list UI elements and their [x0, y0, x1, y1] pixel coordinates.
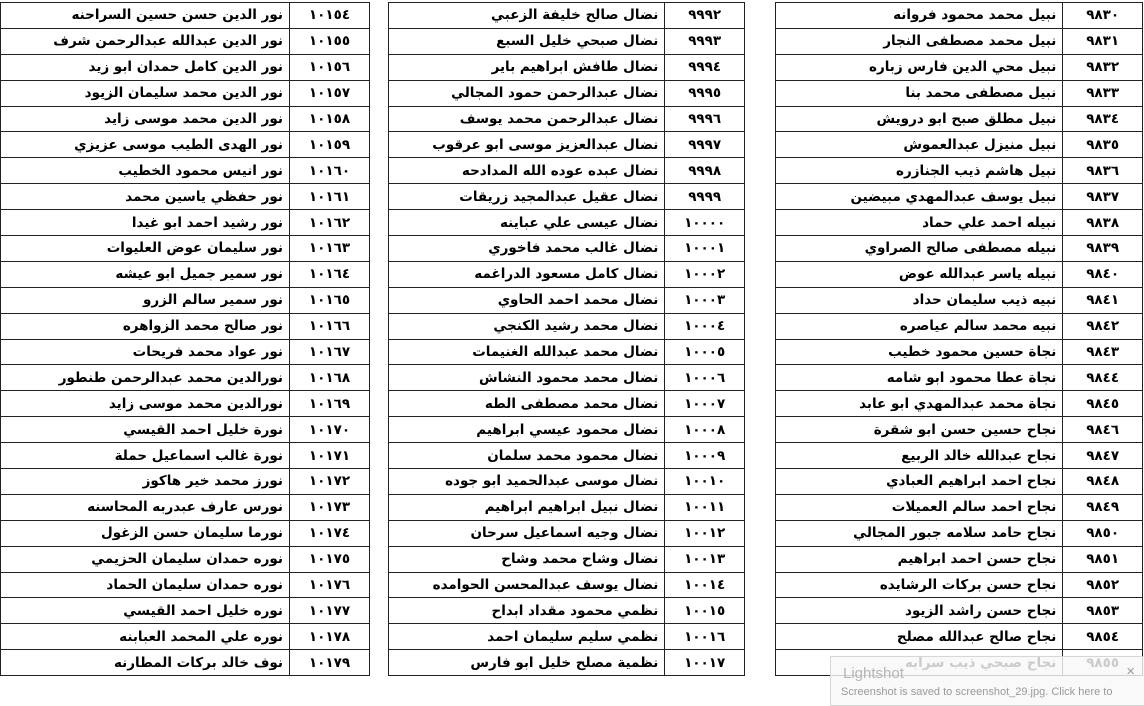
person-name: نضال عيسى علي عباينه — [389, 210, 665, 236]
table-row — [776, 210, 1143, 236]
table-row — [389, 261, 745, 287]
person-name: نضال محمود عيسي ابراهيم — [389, 417, 665, 443]
table-row — [776, 106, 1143, 132]
person-name: نور سمير جميل ابو عيشه — [1, 261, 290, 287]
row-number: ٩٨٤٤ — [1063, 365, 1143, 391]
table-row — [389, 598, 745, 624]
name-table-left — [0, 2, 370, 676]
person-name: نضال صالح خليفة الزعبي — [389, 3, 665, 29]
person-name: نضال موسى عبدالحميد ابو جوده — [389, 469, 665, 495]
row-number: ٩٨٥١ — [1063, 546, 1143, 572]
person-name: نورة خليل احمد القيسي — [1, 417, 290, 443]
row-number: ٩٨٣٢ — [1063, 54, 1143, 80]
table-row — [1, 54, 370, 80]
person-name: نضال غالب محمد فاخوري — [389, 236, 665, 262]
person-name: نضال محمد محمود النشاش — [389, 365, 665, 391]
row-number: ١٠٠٠١ — [665, 236, 745, 262]
person-name: نظمي سليم سليمان احمد — [389, 624, 665, 650]
row-number: ١٠٠١٠ — [665, 469, 745, 495]
row-number: ١٠٠٠٧ — [665, 391, 745, 417]
row-number: ١٠١٥٦ — [289, 54, 369, 80]
person-name: نور حفظي ياسين محمد — [1, 184, 290, 210]
table-row — [1, 520, 370, 546]
person-name: نبيه محمد سالم عياصره — [776, 313, 1063, 339]
row-number: ٩٨٤٢ — [1063, 313, 1143, 339]
row-number: ١٠١٦٢ — [289, 210, 369, 236]
row-number: ١٠١٧١ — [289, 443, 369, 469]
row-number: ٩٨٣٤ — [1063, 106, 1143, 132]
person-name: نور سمير سالم الزرو — [1, 287, 290, 313]
person-name: نبيل محمد محمود فروانه — [776, 3, 1063, 29]
person-name: نورالدين محمد موسى زايد — [1, 391, 290, 417]
table-row — [389, 158, 745, 184]
name-table-middle — [388, 2, 745, 676]
row-number: ٩٩٩٣ — [665, 28, 745, 54]
row-number: ٩٨٤٦ — [1063, 417, 1143, 443]
notification-brand: Lightshot — [843, 665, 904, 682]
person-name: نبيل محمد مصطفى النجار — [776, 28, 1063, 54]
row-number: ٩٨٣٧ — [1063, 184, 1143, 210]
table-row — [389, 132, 745, 158]
person-name: نضال وجيه اسماعيل سرحان — [389, 520, 665, 546]
row-number: ١٠٠٠٨ — [665, 417, 745, 443]
row-number: ١٠١٦٩ — [289, 391, 369, 417]
person-name: نضال محمد احمد الحاوي — [389, 287, 665, 313]
table-row — [1, 494, 370, 520]
table-row — [776, 598, 1143, 624]
person-name: نبيل مصطفى محمد بنا — [776, 80, 1063, 106]
person-name: نبيل يوسف عبدالمهدي مبيضين — [776, 184, 1063, 210]
person-name: نضال طافش ابراهيم باير — [389, 54, 665, 80]
table-row — [776, 313, 1143, 339]
row-number: ٩٨٥٠ — [1063, 520, 1143, 546]
row-number: ١٠١٥٩ — [289, 132, 369, 158]
table-row — [1, 313, 370, 339]
person-name: نجاة محمد عبدالمهدي ابو عابد — [776, 391, 1063, 417]
table-row — [1, 210, 370, 236]
row-number: ٩٨٥٢ — [1063, 572, 1143, 598]
person-name: نوره علي المحمد العبابنه — [1, 624, 290, 650]
row-number: ١٠٠٠٣ — [665, 287, 745, 313]
row-number: ١٠١٥٥ — [289, 28, 369, 54]
table-row — [1, 391, 370, 417]
table-row — [776, 132, 1143, 158]
table-row — [1, 80, 370, 106]
row-number: ٩٨٣٨ — [1063, 210, 1143, 236]
person-name: نجاة عطا محمود ابو شامه — [776, 365, 1063, 391]
table-row — [776, 494, 1143, 520]
person-name: نضال عبدالرحمن محمد يوسف — [389, 106, 665, 132]
row-number: ٩٩٩٤ — [665, 54, 745, 80]
row-number: ١٠٠١٢ — [665, 520, 745, 546]
table-row — [389, 443, 745, 469]
table-row — [1, 339, 370, 365]
table-row — [776, 339, 1143, 365]
row-number: ١٠٠١٥ — [665, 598, 745, 624]
person-name: نضال عبدالعزيز موسى ابو عرقوب — [389, 132, 665, 158]
person-name: نجاح حسن بركات الرشايده — [776, 572, 1063, 598]
row-number: ١٠١٦٨ — [289, 365, 369, 391]
person-name: نوره حمدان سليمان الحزيمي — [1, 546, 290, 572]
row-number: ٩٨٣٣ — [1063, 80, 1143, 106]
person-name: نجاح احمد سالم العميلات — [776, 494, 1063, 520]
table-row — [1, 158, 370, 184]
table-row — [776, 184, 1143, 210]
person-name: نجاح صالح عبدالله مصلح — [776, 624, 1063, 650]
table-row — [389, 494, 745, 520]
person-name: نورما سليمان حسن الزغول — [1, 520, 290, 546]
row-number: ٩٩٩٧ — [665, 132, 745, 158]
row-number: ١٠٠٠٢ — [665, 261, 745, 287]
person-name: نور الدين حسن حسين السراحنه — [1, 3, 290, 29]
row-number: ٩٨٤٠ — [1063, 261, 1143, 287]
person-name: نبيل منيزل عبدالعموش — [776, 132, 1063, 158]
table-row — [1, 469, 370, 495]
row-number: ١٠٠٠٤ — [665, 313, 745, 339]
row-number: ١٠١٥٧ — [289, 80, 369, 106]
row-number: ٩٨٣٦ — [1063, 158, 1143, 184]
person-name: نضال كامل مسعود الدراغمه — [389, 261, 665, 287]
row-number: ٩٨٣٥ — [1063, 132, 1143, 158]
table-row — [389, 339, 745, 365]
table-row — [776, 365, 1143, 391]
table-row — [1, 106, 370, 132]
person-name: نضال صبحي خليل السبع — [389, 28, 665, 54]
person-name: نضال محمد مصطفى الطه — [389, 391, 665, 417]
table-row — [389, 106, 745, 132]
person-name: نور انيس محمود الخطيب — [1, 158, 290, 184]
person-name: نوره حمدان سليمان الحماد — [1, 572, 290, 598]
person-name: نورس عارف عبدربه المحاسنه — [1, 494, 290, 520]
person-name: نجاح احمد ابراهيم العبادي — [776, 469, 1063, 495]
table-row — [389, 210, 745, 236]
row-number: ١٠٠٠٥ — [665, 339, 745, 365]
table-row — [776, 391, 1143, 417]
table-row — [389, 365, 745, 391]
row-number: ١٠١٧٤ — [289, 520, 369, 546]
person-name: نجاة حسين محمود خطيب — [776, 339, 1063, 365]
row-number: ١٠١٧٣ — [289, 494, 369, 520]
table-row — [389, 184, 745, 210]
table-row — [1, 3, 370, 29]
table-row — [776, 261, 1143, 287]
person-name: نضال عبدالرحمن حمود المجالي — [389, 80, 665, 106]
row-number: ١٠١٦٤ — [289, 261, 369, 287]
row-number: ١٠١٥٤ — [289, 3, 369, 29]
row-number: ١٠١٦٣ — [289, 236, 369, 262]
table-row — [776, 287, 1143, 313]
table-row — [389, 417, 745, 443]
table-row — [776, 417, 1143, 443]
person-name: نبيله مصطفى صالح الصراوي — [776, 236, 1063, 262]
table-row — [776, 54, 1143, 80]
person-name: نور صالح محمد الزواهره — [1, 313, 290, 339]
name-table-right — [775, 2, 1143, 676]
person-name: نظمي محمود مقداد ابداح — [389, 598, 665, 624]
person-name: نور رشيد احمد ابو غيدا — [1, 210, 290, 236]
table-row — [1, 261, 370, 287]
row-number: ١٠١٧٥ — [289, 546, 369, 572]
table-row — [776, 3, 1143, 29]
person-name: نضال نبيل ابراهيم ابراهيم — [389, 494, 665, 520]
person-name: نور عواد محمد فريحات — [1, 339, 290, 365]
row-number: ٩٩٩٩ — [665, 184, 745, 210]
person-name: نضال عقيل عبدالمجيد زريقات — [389, 184, 665, 210]
table-row — [389, 236, 745, 262]
row-number: ١٠٠١٧ — [665, 650, 745, 676]
row-number: ١٠١٧٨ — [289, 624, 369, 650]
table-row — [776, 624, 1143, 650]
person-name: نبيل مطلق صبح ابو درويش — [776, 106, 1063, 132]
person-name: نبيه ذيب سليمان حداد — [776, 287, 1063, 313]
person-name: نضال محمد رشيد الكنجي — [389, 313, 665, 339]
table-row — [389, 391, 745, 417]
row-number: ١٠١٧٩ — [289, 650, 369, 676]
person-name: نورالدين محمد عبدالرحمن طنطور — [1, 365, 290, 391]
table-row — [776, 28, 1143, 54]
table-row — [389, 313, 745, 339]
row-number: ٩٨٥٤ — [1063, 624, 1143, 650]
row-number: ١٠١٧٠ — [289, 417, 369, 443]
row-number: ١٠٠١٦ — [665, 624, 745, 650]
person-name: نوف خالد بركات المطارنه — [1, 650, 290, 676]
person-name: نجاح عبدالله خالد الربيع — [776, 443, 1063, 469]
row-number: ١٠١٦٦ — [289, 313, 369, 339]
row-number: ١٠١٧٦ — [289, 572, 369, 598]
person-name: نور الهدى الطيب موسى عزيزي — [1, 132, 290, 158]
row-number: ١٠١٧٢ — [289, 469, 369, 495]
row-number: ٩٨٣١ — [1063, 28, 1143, 54]
table-row — [389, 624, 745, 650]
row-number: ٩٩٩٢ — [665, 3, 745, 29]
row-number: ١٠٠٠٠ — [665, 210, 745, 236]
person-name: نجاح حسن راشد الزيود — [776, 598, 1063, 624]
person-name: نورة غالب اسماعيل حملة — [1, 443, 290, 469]
person-name: نورز محمد خير هاكوز — [1, 469, 290, 495]
close-icon[interactable]: × — [1126, 663, 1135, 680]
table-row — [776, 546, 1143, 572]
person-name: نوره خليل احمد القيسي — [1, 598, 290, 624]
table-row — [776, 520, 1143, 546]
row-number: ١٠١٥٨ — [289, 106, 369, 132]
table-row — [1, 546, 370, 572]
table-row — [1, 184, 370, 210]
row-number: ٩٨٤٣ — [1063, 339, 1143, 365]
person-name: نبيل محي الدين فارس زباره — [776, 54, 1063, 80]
row-number: ٩٨٤١ — [1063, 287, 1143, 313]
table-row — [776, 158, 1143, 184]
row-number: ٩٩٩٨ — [665, 158, 745, 184]
table-row — [389, 650, 745, 676]
person-name: نجاح حسن احمد ابراهيم — [776, 546, 1063, 572]
table-row — [389, 546, 745, 572]
person-name: نضال يوسف عبدالمحسن الحوامده — [389, 572, 665, 598]
row-number: ٩٨٤٧ — [1063, 443, 1143, 469]
table-row — [776, 80, 1143, 106]
table-row — [1, 598, 370, 624]
table-row — [1, 650, 370, 676]
table-row — [389, 572, 745, 598]
person-name: نور سليمان عوض العليوات — [1, 236, 290, 262]
table-row — [389, 80, 745, 106]
person-name: نضال محمد عبدالله الغنيمات — [389, 339, 665, 365]
table-row — [389, 28, 745, 54]
table-row — [1, 236, 370, 262]
row-number: ٩٨٤٥ — [1063, 391, 1143, 417]
person-name: نور الدين عبدالله عبدالرحمن شرف — [1, 28, 290, 54]
person-name: نور الدين محمد موسى زايد — [1, 106, 290, 132]
person-name: نبيل هاشم ذيب الجنازره — [776, 158, 1063, 184]
table-row — [389, 54, 745, 80]
lightshot-notification[interactable] — [830, 656, 1144, 706]
notification-message[interactable]: Screenshot is saved to screenshot_29.jpg. Click here to — [841, 686, 1113, 698]
table-row — [1, 28, 370, 54]
row-number: ١٠١٦٧ — [289, 339, 369, 365]
table-row — [1, 572, 370, 598]
row-number: ٩٩٩٦ — [665, 106, 745, 132]
table-row — [389, 469, 745, 495]
row-number: ٩٨٤٨ — [1063, 469, 1143, 495]
row-number: ٩٩٩٥ — [665, 80, 745, 106]
row-number: ١٠٠٠٩ — [665, 443, 745, 469]
person-name: نظمية مصلح خليل ابو فارس — [389, 650, 665, 676]
table-row — [389, 287, 745, 313]
person-name: نضال وشاح محمد وشاح — [389, 546, 665, 572]
person-name: نضال محمود محمد سلمان — [389, 443, 665, 469]
person-name: نور الدين كامل حمدان ابو زيد — [1, 54, 290, 80]
row-number: ٩٨٣٠ — [1063, 3, 1143, 29]
row-number: ١٠١٦١ — [289, 184, 369, 210]
table-row — [389, 520, 745, 546]
table-row — [776, 572, 1143, 598]
row-number: ١٠٠١١ — [665, 494, 745, 520]
row-number: ١٠١٦٥ — [289, 287, 369, 313]
person-name: نجاح حامد سلامه جبور المجالي — [776, 520, 1063, 546]
person-name: نضال عبده عوده الله المدادحه — [389, 158, 665, 184]
row-number: ١٠٠١٤ — [665, 572, 745, 598]
table-row — [1, 443, 370, 469]
table-row — [1, 417, 370, 443]
table-row — [1, 132, 370, 158]
table-row — [776, 443, 1143, 469]
table-row — [1, 624, 370, 650]
table-row — [1, 365, 370, 391]
person-name: نبيله احمد علي حماد — [776, 210, 1063, 236]
row-number: ١٠١٧٧ — [289, 598, 369, 624]
person-name: نور الدين محمد سليمان الزيود — [1, 80, 290, 106]
table-row — [389, 3, 745, 29]
person-name: نبيله ياسر عبدالله عوض — [776, 261, 1063, 287]
row-number: ١٠٠١٣ — [665, 546, 745, 572]
table-row — [1, 287, 370, 313]
row-number: ٩٨٤٩ — [1063, 494, 1143, 520]
person-name: نجاح حسين حسن ابو شقرة — [776, 417, 1063, 443]
row-number: ١٠١٦٠ — [289, 158, 369, 184]
table-row — [776, 236, 1143, 262]
row-number: ٩٨٣٩ — [1063, 236, 1143, 262]
row-number: ١٠٠٠٦ — [665, 365, 745, 391]
table-row — [776, 469, 1143, 495]
row-number: ٩٨٥٣ — [1063, 598, 1143, 624]
